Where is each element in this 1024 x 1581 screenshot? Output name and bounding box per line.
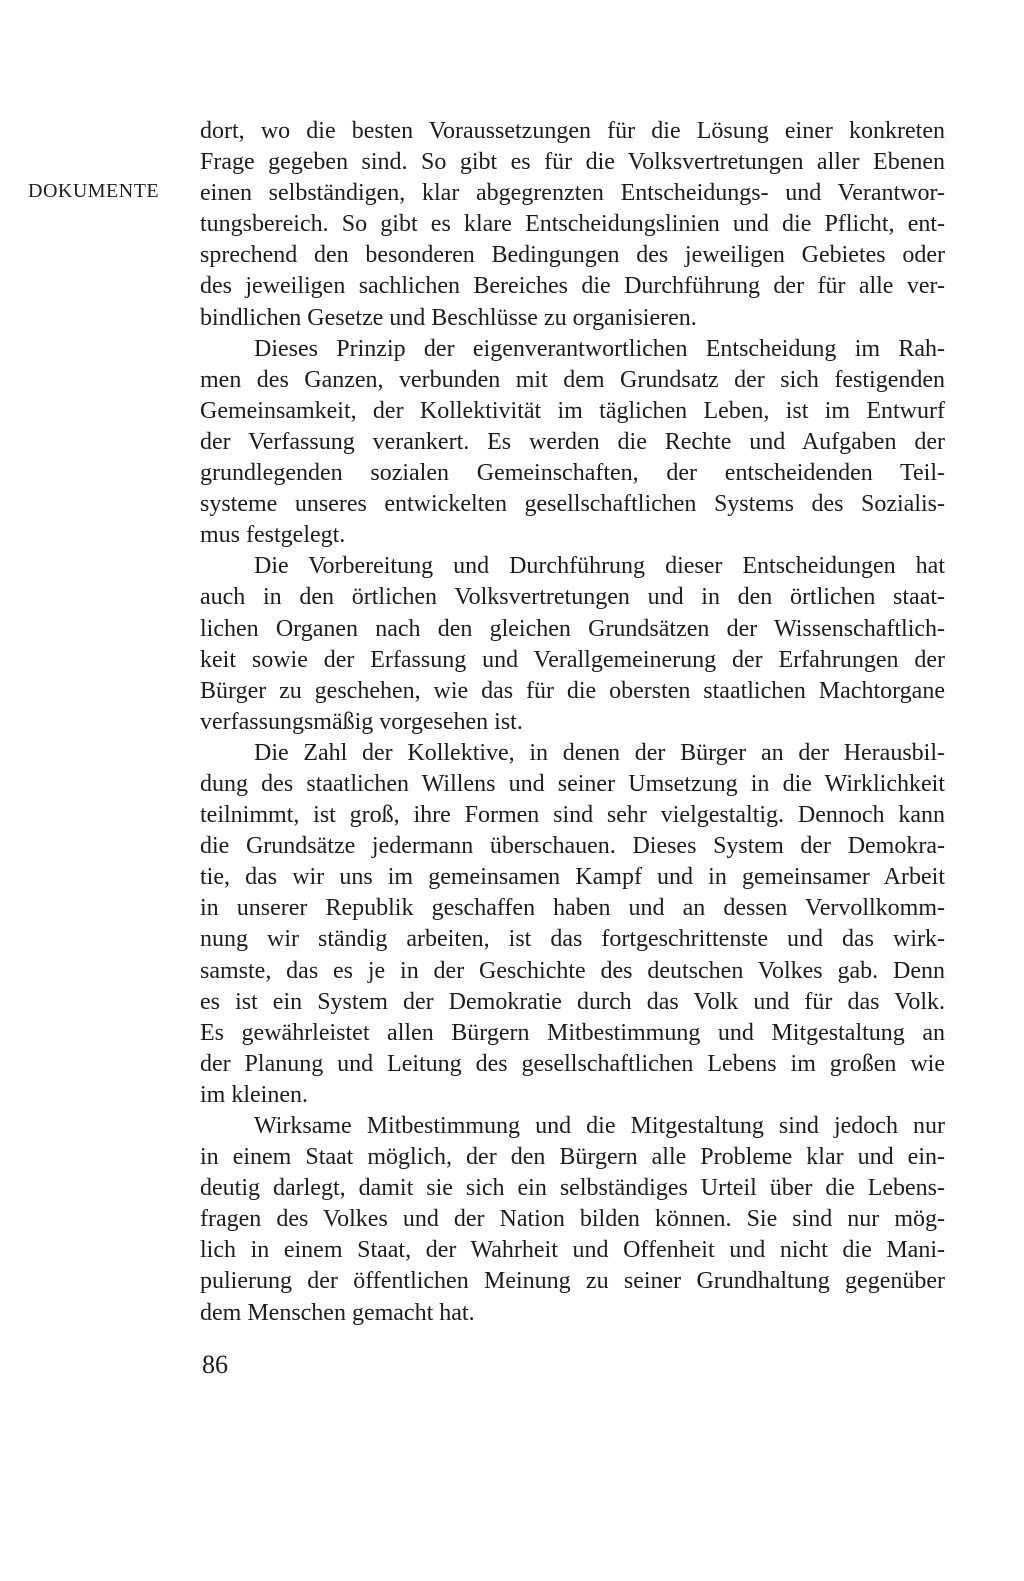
- text-line: bindlichen Gesetze und Beschlüsse zu organisieren.: [200, 304, 697, 331]
- text-line: lich in einem Staat, der Wahrheit und Offenheit und nicht die Mani-: [200, 1237, 945, 1264]
- text-line: es ist ein System der Demokratie durch das Volk und für das Volk.: [200, 988, 945, 1015]
- text-line: lichen Organen nach den gleichen Grundsätzen der Wissenschaftlich-: [200, 615, 945, 642]
- text-line: einen selbständigen, klar abgegrenzten Entscheidungs- und Verantwor-: [200, 180, 945, 207]
- text-line: systeme unseres entwickelten gesellschaftlichen Systems des Sozialis-: [200, 491, 945, 518]
- text-line: teilnimmt, ist groß, ihre Formen sind sehr vielgestaltig. Dennoch kann: [200, 802, 945, 829]
- text-line: der Planung und Leitung des gesellschaftlichen Lebens im großen wie: [200, 1050, 945, 1077]
- text-line: die Grundsätze jedermann überschauen. Dieses System der Demokra-: [200, 833, 945, 860]
- text-line: Dieses Prinzip der eigenverantwortlichen Entscheidung im Rah-: [254, 335, 945, 362]
- text-line: tungsbereich. So gibt es klare Entscheidungslinien und die Pflicht, ent-: [200, 211, 945, 238]
- text-line: Die Zahl der Kollektive, in denen der Bürger an der Herausbil-: [254, 739, 945, 766]
- text-line: des jeweiligen sachlichen Bereiches die Durchführung der für alle ver-: [200, 273, 945, 300]
- text-line: mus festgelegt.: [200, 522, 346, 549]
- text-line: im kleinen.: [200, 1081, 308, 1108]
- body-text: [200, 116, 945, 1329]
- text-line: dem Menschen gemacht hat.: [200, 1299, 475, 1326]
- text-line: auch in den örtlichen Volksvertretungen und in den örtlichen staat-: [200, 584, 945, 611]
- text-line: verfassungsmäßig vorgesehen ist.: [200, 708, 523, 735]
- text-line: Bürger zu geschehen, wie das für die obersten staatlichen Machtorgane: [200, 677, 945, 704]
- text-line: Die Vorbereitung und Durchführung dieser Entscheidungen hat: [254, 553, 945, 580]
- text-line: Frage gegeben sind. So gibt es für die Volksvertretungen aller Ebenen: [200, 149, 945, 176]
- text-line: in einem Staat möglich, der den Bürgern alle Probleme klar und ein-: [200, 1144, 945, 1171]
- text-line: pulierung der öffentlichen Meinung zu seiner Grundhaltung gegenüber: [200, 1268, 945, 1295]
- text-line: men des Ganzen, verbunden mit dem Grundsatz der sich festigenden: [200, 366, 945, 393]
- text-line: keit sowie der Erfassung und Verallgemeinerung der Erfahrungen der: [200, 646, 945, 673]
- text-line: fragen des Volkes und der Nation bilden können. Sie sind nur mög-: [200, 1206, 945, 1233]
- text-line: tie, das wir uns im gemeinsamen Kampf und in gemeinsamer Arbeit: [200, 864, 945, 891]
- text-line: der Verfassung verankert. Es werden die Rechte und Aufgaben der: [200, 428, 945, 455]
- text-line: sprechend den besonderen Bedingungen des jeweiligen Gebietes oder: [200, 242, 945, 269]
- margin-label: DOKUMENTE: [28, 180, 160, 202]
- text-line: grundlegenden sozialen Gemeinschaften, der entscheidenden Teil-: [200, 460, 945, 487]
- text-line: deutig darlegt, damit sie sich ein selbständiges Urteil über die Lebens-: [200, 1175, 945, 1202]
- text-line: Gemeinsamkeit, der Kollektivität im täglichen Leben, ist im Entwurf: [200, 397, 945, 424]
- text-line: samste, das es je in der Geschichte des deutschen Volkes gab. Denn: [200, 957, 945, 984]
- text-line: in unserer Republik geschaffen haben und an dessen Vervollkomm-: [200, 895, 945, 922]
- text-line: Wirksame Mitbestimmung und die Mitgestaltung sind jedoch nur: [254, 1113, 945, 1139]
- text-line: dort, wo die besten Voraussetzungen für die Lösung einer konkreten: [200, 118, 945, 144]
- text-line: dung des staatlichen Willens und seiner Umsetzung in die Wirklichkeit: [200, 770, 945, 797]
- text-line: nung wir ständig arbeiten, ist das fortgeschrittenste und das wirk-: [200, 926, 945, 953]
- text-line: Es gewährleistet allen Bürgern Mitbestimmung und Mitgestaltung an: [200, 1019, 945, 1046]
- page-number: 86: [202, 1350, 228, 1379]
